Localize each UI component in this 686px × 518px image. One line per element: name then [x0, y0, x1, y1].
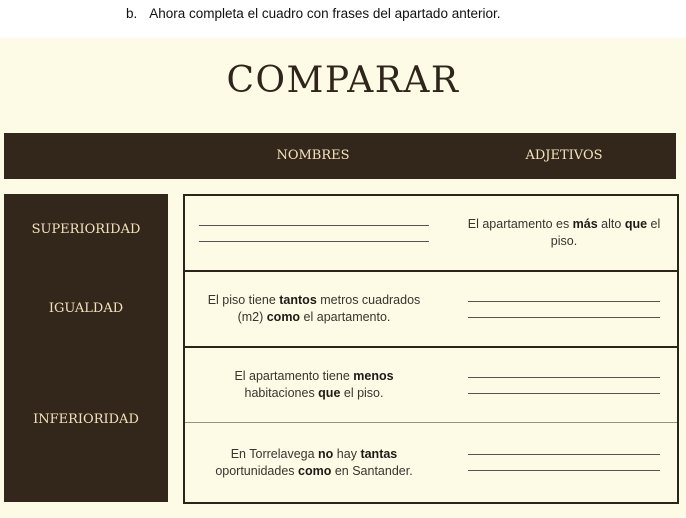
answer-line[interactable]	[468, 470, 660, 471]
table-row-inferioridad-1	[185, 348, 677, 422]
cell-superioridad-nombres[interactable]	[185, 196, 443, 270]
header-bar	[4, 133, 676, 179]
answer-line[interactable]	[468, 393, 660, 394]
cell-text: alto	[597, 217, 625, 231]
header-adjetivos: ADJETIVOS	[525, 148, 603, 163]
cell-text: oportunidades	[215, 463, 299, 478]
table-row-superioridad	[185, 196, 677, 270]
row-label-igualdad: IGUALDAD	[48, 301, 124, 316]
cell-text: En Torrelavega	[230, 446, 319, 461]
cell-text: El apartamento es	[467, 217, 573, 231]
answer-line[interactable]	[199, 225, 429, 226]
cell-text-bold: como	[266, 310, 301, 324]
answer-line[interactable]	[468, 377, 660, 378]
table-row-inferioridad-2	[185, 423, 677, 502]
row-label-inferioridad: INFERIORIDAD	[33, 412, 139, 427]
cell-inferioridad-2-nombres	[185, 423, 443, 502]
instruction	[126, 6, 500, 21]
cell-text: habitaciones	[244, 386, 319, 400]
header-nombres: NOMBRES	[276, 148, 350, 163]
cell-inferioridad-1-nombres	[185, 348, 443, 422]
answer-line[interactable]	[468, 317, 660, 318]
cell-text-bold: más	[572, 217, 598, 231]
cell-text: el piso.	[550, 217, 661, 248]
cell-text: el piso.	[340, 386, 384, 400]
cell-text-bold: menos	[353, 369, 394, 383]
cell-superioridad-adjetivos	[451, 196, 677, 270]
cell-text-bold: no	[318, 446, 334, 461]
comparar-panel	[0, 38, 686, 518]
cell-text-bold: como	[298, 463, 332, 478]
row-labels-column	[4, 194, 168, 502]
answer-line[interactable]	[468, 301, 660, 302]
cell-igualdad-adjetivos[interactable]	[451, 272, 677, 346]
page-title: COMPARAR	[226, 60, 460, 101]
instruction-text: Ahora completa el cuadro con frases del apartado anterior.	[149, 6, 501, 21]
answer-line[interactable]	[468, 454, 660, 455]
cell-text: hay	[333, 446, 361, 461]
instruction-marker: b.	[126, 6, 138, 21]
comparison-table	[183, 194, 679, 504]
cell-inferioridad-1-adjetivos[interactable]	[451, 348, 677, 422]
cell-text: metros cuadrados (m2)	[237, 293, 421, 324]
table-row-igualdad	[185, 272, 677, 346]
cell-text-bold: tantos	[279, 293, 317, 307]
answer-line[interactable]	[199, 241, 429, 242]
cell-text-bold: que	[624, 217, 648, 231]
row-label-superioridad: SUPERIORIDAD	[31, 222, 141, 237]
cell-igualdad-nombres	[185, 272, 443, 346]
cell-text: El apartamento tiene	[234, 369, 354, 383]
cell-text: el apartamento.	[300, 310, 391, 324]
cell-text: El piso tiene	[207, 293, 280, 307]
cell-text-bold: que	[318, 386, 341, 400]
cell-text-bold: tantas	[360, 446, 398, 461]
cell-inferioridad-2-adjetivos[interactable]	[451, 423, 677, 502]
cell-text: en Santander.	[331, 463, 413, 478]
